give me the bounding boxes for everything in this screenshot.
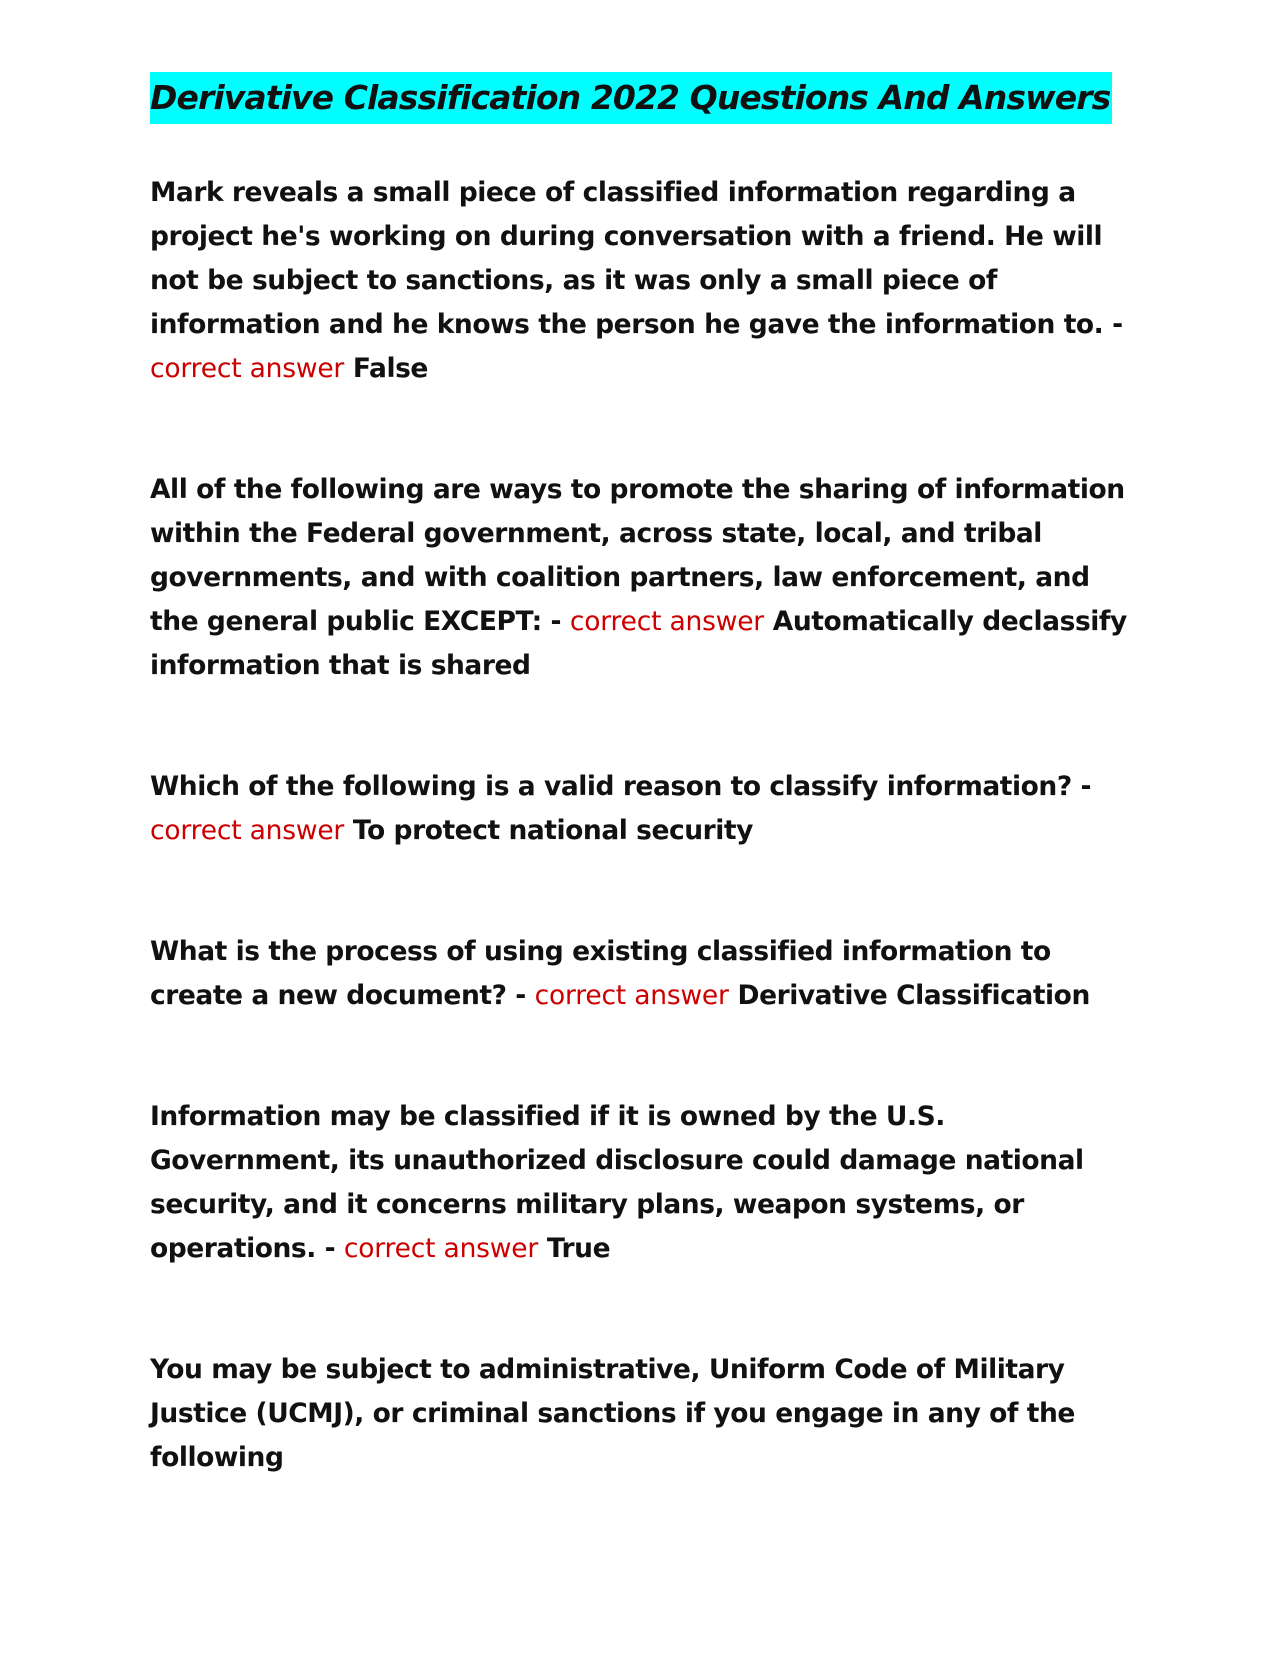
document-title: Derivative Classification 2022 Questions And Answers	[150, 72, 1112, 124]
qa-item-2	[150, 468, 1135, 688]
answer-text: To protect national security	[352, 815, 753, 846]
answer-text: True	[546, 1233, 611, 1264]
question-text: All of the following are ways to promote the sharing of information within the Federal government, across state, local, and tribal governments, and with coalition partners, law enforcement, and the general public EXCEPT: -	[150, 474, 1125, 637]
qa-item-5	[150, 1095, 1135, 1271]
question-text: You may be subject to administrative, Uniform Code of Military Justice (UCMJ), or criminal sanctions if you engage in any of the following	[150, 1354, 1075, 1473]
document-content	[150, 72, 1135, 1480]
qa-item-1	[150, 171, 1135, 391]
question-text: What is the process of using existing classified information to create a new document? -	[150, 936, 1051, 1011]
correct-answer-marker: correct answer	[343, 1233, 539, 1264]
correct-answer-marker: correct answer	[150, 353, 345, 384]
correct-answer-marker: correct answer	[534, 980, 729, 1011]
answer-text: Derivative Classification	[737, 980, 1090, 1011]
answer-text: Automatically declassify information that is shared	[150, 606, 1127, 681]
qa-item-3	[150, 765, 1135, 853]
qa-item-6	[150, 1348, 1135, 1480]
question-text: Which of the following is a valid reason to classify information? -	[150, 771, 1092, 802]
question-text: Information may be classified if it is owned by the U.S. Government, its unauthorized disclosure could damage national security, and it concerns military plans, weapon systems, or operations. -	[150, 1101, 1084, 1264]
answer-text: False	[352, 353, 428, 384]
qa-list	[150, 171, 1135, 1480]
correct-answer-marker: correct answer	[150, 815, 345, 846]
correct-answer-marker: correct answer	[569, 606, 765, 637]
qa-item-4	[150, 930, 1135, 1018]
question-text: Mark reveals a small piece of classified information regarding a project he's working on during conversation with a friend. He will not be subject to sanctions, as it was only a small piece of information and he knows the person he gave the information to. -	[150, 177, 1123, 340]
